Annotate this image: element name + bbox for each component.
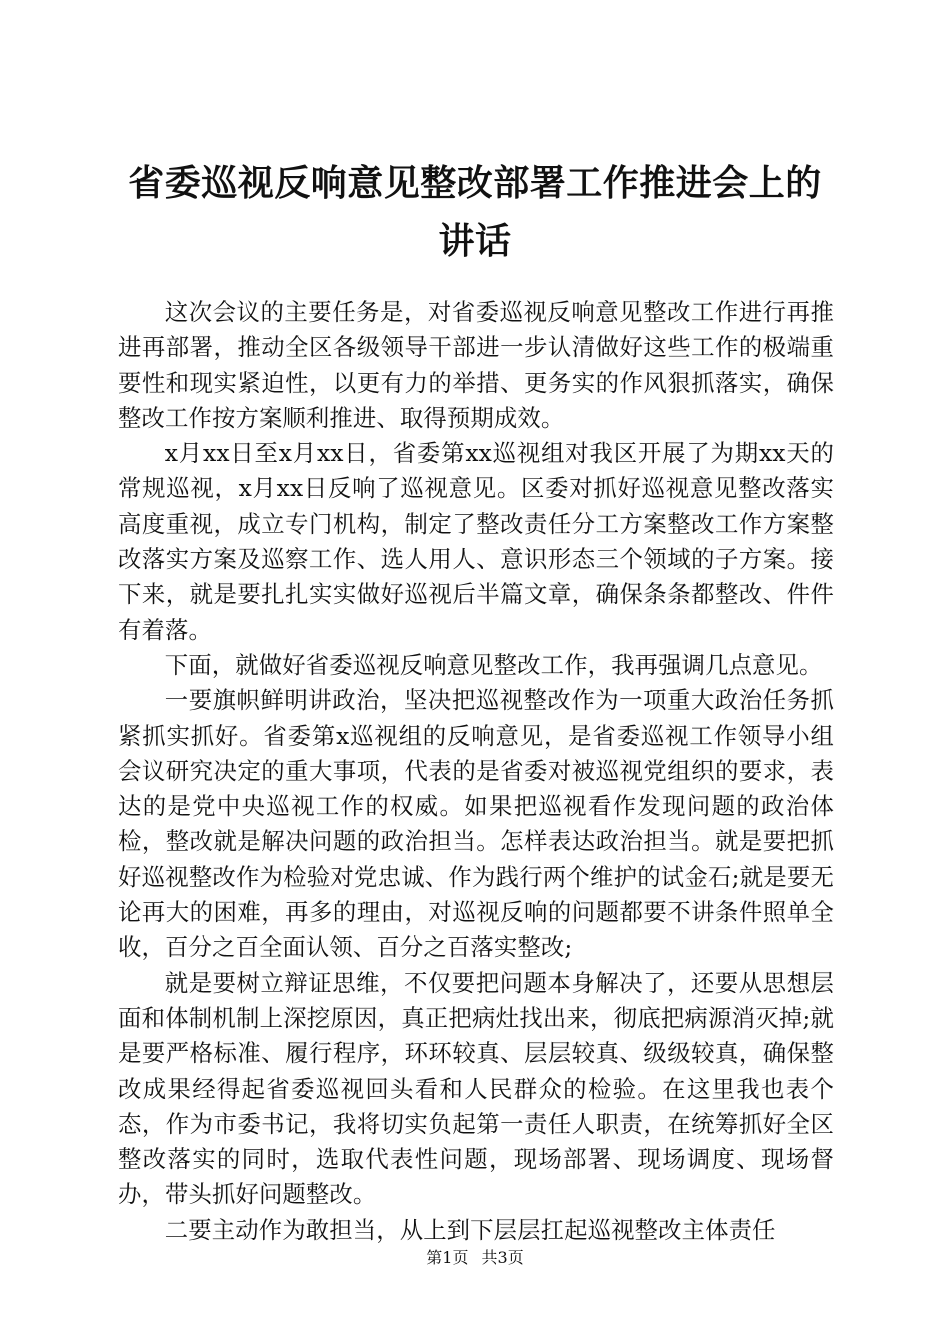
total-pages: 共3页 [481, 1248, 524, 1267]
document-body [118, 295, 834, 1248]
paragraph: 二要主动作为敢担当，从上到下层层扛起巡视整改主体责任 [164, 1215, 776, 1244]
paragraph: 就是要树立辩证思维，不仅要把问题本身解决了，还要从思想层面和体制机制上深挖原因，真正把病灶找出来，彻底把病源消灭掉;就是要严格标准、履行程序，环环较真、层层较真、级级较真，确保整改成果经得起省委巡视回头看和人民群众的检验。在这里我也表个态，作为市委书记，我将切实负起第一责任人职责，在统筹抓好全区整改落实的同时，选取代表性问题，现场部署、现场调度、现场督办，带头抓好问题整改。 [118, 968, 834, 1209]
paragraph: x月xx日至x月xx日，省委第xx巡视组对我区开展了为期xx天的常规巡视，x月xx日反响了巡视意见。区委对抓好巡视意见整改落实高度重视，成立专门机构，制定了整改责任分工方案整改工作方案整改落实方案及巡察工作、选人用人、意识形态三个领域的子方案。接下来，就是要扎扎实实做好巡视后半篇文章，确保条条都整改、件件有着落。 [118, 439, 834, 644]
document-title: 省委巡视反响意见整改部署工作推进会上的讲话 [128, 162, 822, 262]
paragraph: 这次会议的主要任务是，对省委巡视反响意见整改工作进行再推进再部署，推动全区各级领导干部进一步认清做好这些工作的极端重要性和现实紧迫性，以更有力的举措、更务实的作风狠抓落实，确保整改工作按方案顺利推进、取得预期成效。 [118, 298, 834, 432]
paragraph: 一要旗帜鲜明讲政治，坚决把巡视整改作为一项重大政治任务抓紧抓实抓好。省委第x巡视组的反响意见，是省委巡视工作领导小组会议研究决定的重大事项，代表的是省委对被巡视党组织的要求，表达的是党中央巡视工作的权威。如果把巡视看作发现问题的政治体检，整改就是解决问题的政治担当。怎样表达政治担当。就是要把抓好巡视整改作为检验对党忠诚、作为践行两个维护的试金石;就是要无论再大的困难，再多的理由，对巡视反响的问题都要不讲条件照单全收，百分之百全面认领、百分之百落实整改; [118, 686, 834, 962]
paragraph: 下面，就做好省委巡视反响意见整改工作，我再强调几点意见。 [164, 650, 823, 679]
page-footer [0, 1248, 950, 1268]
page-number: 第1页 [426, 1248, 469, 1267]
